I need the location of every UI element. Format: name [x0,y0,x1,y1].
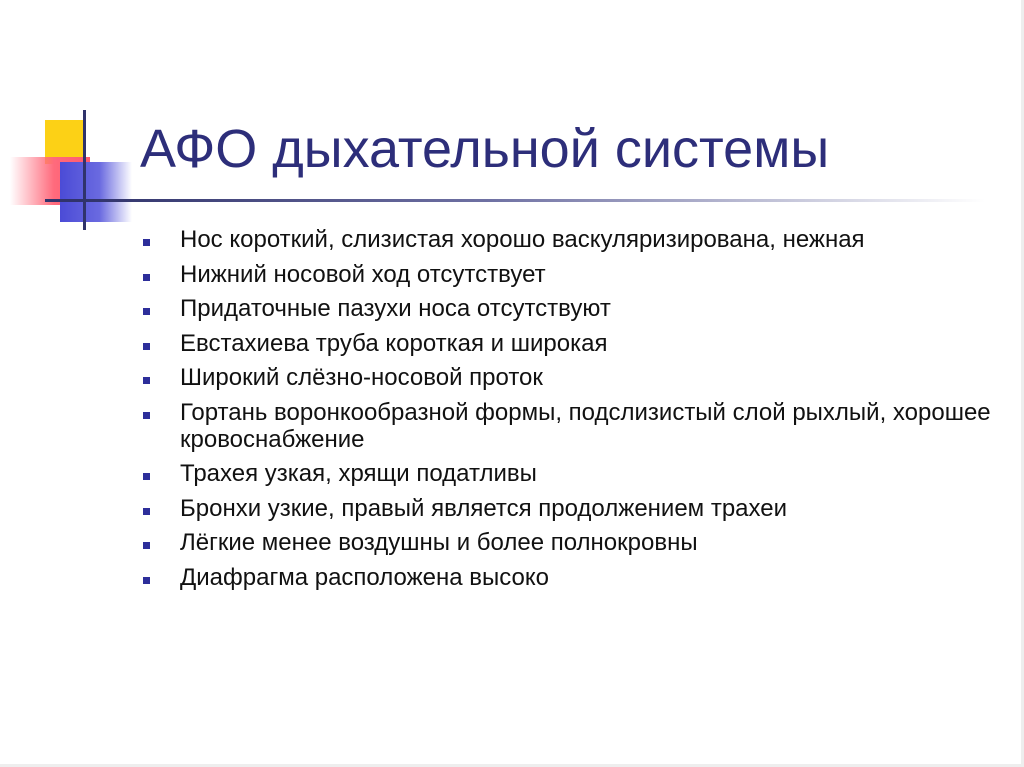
bullet-square-icon [143,343,150,350]
bullet-item [140,529,1010,556]
bullet-text: Бронхи узкие, правый является продолжением трахеи [180,494,788,522]
bullet-text: Придаточные пазухи носа отсутствуют [180,295,611,322]
bullet-text: Нос короткий, слизистая хорошо васкуляризирована, нежная [180,226,865,253]
bullet-item [140,295,1010,322]
bullet-text: Нижний носовой ход отсутствует [180,260,546,288]
bullet-item [140,330,1010,357]
bullet-text: Гортань воронкообразной формы, подслизистый слой рыхлый, хорошее кровоснабжение [180,398,991,453]
bullet-square-icon [143,274,150,281]
decoration-vertical-line [83,110,86,230]
bullet-square-icon [143,412,150,419]
bullet-text: Диафрагма расположена высоко [180,563,549,591]
bullet-square-icon [143,239,150,246]
bullet-item [140,495,1010,522]
bullet-item [140,261,1010,288]
bullet-list [140,226,1010,598]
bullet-text: Широкий слёзно-носовой проток [180,364,543,391]
bullet-square-icon [143,473,150,480]
bullet-square-icon [143,542,150,549]
decoration-blue-square [60,162,132,222]
bullet-item [140,399,1010,453]
bullet-item [140,226,1010,253]
bullet-text: Лёгкие менее воздушны и более полнокровны [180,529,698,556]
bullet-text: Трахея узкая, хрящи податливы [180,460,537,487]
bullet-item [140,460,1010,487]
bullet-text: Евстахиева труба короткая и широкая [180,329,608,357]
bullet-item [140,364,1010,391]
bullet-square-icon [143,377,150,384]
bullet-item [140,564,1010,591]
slide-title: АФО дыхательной системы [140,119,830,179]
bullet-square-icon [143,508,150,515]
bullet-square-icon [143,577,150,584]
bullet-square-icon [143,308,150,315]
title-underline [85,199,985,202]
